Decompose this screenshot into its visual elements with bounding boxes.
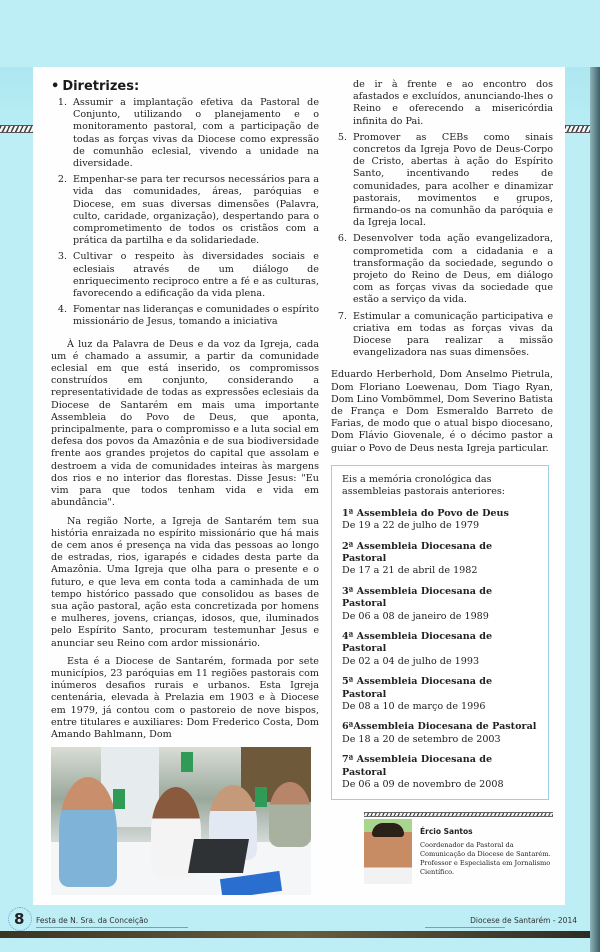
directive-text: Empenhar-se para ter recursos necessários para a vida das comunidades, áreas, paróquias e Diocese, em suas diversas dimensões (Palavra, culto, caridade, organização), despertando para o comprometimento de todos os cristãos com a prática da partilha e da solidariedade. <box>73 174 319 247</box>
directive-item <box>331 132 553 230</box>
publication-title: Festa de N. Sra. da Conceição <box>36 916 149 926</box>
body-continuation: Eduardo Herberhold, Dom Anselmo Pietrula, Dom Floriano Loewenau, Dom Tiago Ryan, Dom Lino Vombömmel, Dom Severino Batista de França e Dom Esmeraldo Barreto de Farias, de modo que o atual bispo diocesano, Dom Flávio Giovenale, é o décimo pastor a guiar o Povo de Deus nesta Igreja particular. <box>331 369 553 454</box>
photo-person <box>59 777 117 887</box>
author-name: Ércio Santos <box>420 827 473 837</box>
author-photo <box>364 819 412 884</box>
directive-text: Cultivar o respeito às diversidades sociais e eclesiais através de um diálogo de enriquecimento reciproco entre a fé e as culturas, favorecendo a edificação da vida plena. <box>73 251 319 300</box>
assembly-timeline-box <box>331 465 549 801</box>
timeline-entry <box>342 631 538 668</box>
timeline-entry-date: De 08 a 10 de março de 1996 <box>342 700 486 712</box>
timeline-entry-title: 5ª Assembleia Diocesana de Pastoral <box>342 676 493 700</box>
footer-diocese-year: Diocese de Santarém - 2014 <box>470 916 577 926</box>
author-info <box>420 819 553 884</box>
photo-laptop <box>188 839 249 873</box>
timeline-entry <box>342 508 538 533</box>
timeline-entry-title: 3ª Assembleia Diocesana de Pastoral <box>342 585 493 610</box>
bullet-icon: • <box>51 79 60 94</box>
timeline-entry-title: 2ª Assembleia Diocesana de Pastoral <box>342 540 493 564</box>
directive-text: Estimular a comunicação participativa e criativa em todas as forças vivas da Diocese para realizar a missão evangelizadora nas suas dimensões. <box>353 310 553 359</box>
footer-rule-right <box>425 927 505 928</box>
timeline-entry-date: De 06 a 08 de janeiro de 1989 <box>342 610 489 622</box>
directive-text: Fomentar nas lideranças e comunidades o espírito missionário de Jesus, tomando a iniciativa <box>73 304 319 328</box>
assembly-photo <box>51 747 311 895</box>
bottom-edge <box>0 931 600 938</box>
directive-continuation: de ir à frente e ao encontro dos afastados e excluídos, anunciando-lhes o Reino e oferecendo a misericórdia infinita do Pai. <box>353 79 553 127</box>
timeline-intro: Eis a memória cronológica das assembleias pastorais anteriores: <box>342 473 506 498</box>
directive-item <box>51 304 319 328</box>
voting-card <box>255 787 267 807</box>
directive-item <box>331 311 553 360</box>
directive-number: 1. <box>57 97 67 108</box>
rope-divider-small <box>364 812 553 817</box>
timeline-entry-date: De 06 a 09 de novembro de 2008 <box>342 779 504 791</box>
photo-person <box>269 782 311 847</box>
timeline-entry-date: De 02 a 04 de julho de 1993 <box>342 655 480 667</box>
directive-number: 4. <box>57 304 67 316</box>
left-column <box>51 79 319 895</box>
directive-number: 7. <box>337 310 347 322</box>
directives-heading-text: Diretrizes: <box>62 79 140 94</box>
page-body <box>33 67 565 905</box>
page-edge-shadow <box>590 67 600 952</box>
body-paragraph: Esta é a Diocese de Santarém, formada por sete municípios, 23 paróquias em 11 regiões pastorais com inúmeros desafios rurais e urbanos. Esta Igreja centenária, elevada à Prelazia em 1903 e à Diocese em 1979, já contou com o pastoreio de nove bispos, entre titulares e auxiliares: Dom Frederico Costa, Dom Amando Bahlmann, Dom <box>51 655 319 740</box>
directives-list-continued <box>331 132 553 360</box>
directive-number: 2. <box>57 174 67 186</box>
directives-list <box>51 97 319 329</box>
timeline-entry-title: 4ª Assembleia Diocesana de Pastoral <box>342 630 493 655</box>
directive-text: Assumir a implantação efetiva da Pastoral de Conjunto, utilizando o planejamento e o monitoramento pastoral, com a participação de todas as forças vivas da Diocese como expressão de comunhão eclesial, vivendo a unidade na diversidade. <box>73 97 319 170</box>
timeline-entry-title: 7ª Assembleia Diocesana de Pastoral <box>342 754 493 778</box>
directive-text: Promover as CEBs como sinais concretos da Igreja Povo de Deus-Corpo de Cristo, abertas à ação do Espírito Santo, incentivando redes de comunidades, para acolher e dinamizar pastorais, movimentos e grupos, firmando-os na comunhão da paróquia e da Igreja local. <box>353 131 553 229</box>
timeline-entry <box>342 586 538 623</box>
directive-item <box>331 233 553 306</box>
voting-card <box>113 789 125 809</box>
directive-number: 3. <box>57 251 67 263</box>
directive-item <box>51 174 319 247</box>
directive-item <box>51 251 319 300</box>
directive-number: 5. <box>337 131 347 143</box>
author-bio: Coordenador da Pastoral da Comunicação da Diocese de Santarém. Professor e Especialista em Jornalismo Científico. <box>420 841 551 877</box>
body-paragraph: Na região Norte, a Igreja de Santarém tem sua história enraizada no espírito missionário que há mais de cem anos é presença na vida das pessoas ao longo de estradas, rios, igarapés e cidades desta parte da Amazônia. Uma Igreja que olha para o presente e o futuro, e que leva em conta toda a caminhada de um tempo histórico passado que consolidou as bases de sua ação pastoral, ação esta concretizada por homens e mulheres, jovens, crianças, idosos, que, iluminados pelo Espírito Santo, procuram testemunhar Jesus e anunciar seu Reino com ardor missionário. <box>51 515 319 649</box>
timeline-entry <box>342 721 538 746</box>
page-footer <box>0 909 600 931</box>
timeline-entry-title: 6ªAssembleia Diocesana de Pastoral <box>342 721 537 733</box>
footer-rule-left <box>36 927 188 928</box>
timeline-entry <box>342 676 538 713</box>
timeline-entry <box>342 754 538 791</box>
directives-heading <box>51 79 319 94</box>
body-paragraph: À luz da Palavra de Deus e da voz da Igreja, cada um é chamado a assumir, a partir da comunidade eclesial em que está inserido, os compromissos construídos em conjunto, considerando a representatividade de todas as expressões eclesiais da Diocese de Santarém em mais uma importante Assembleia do Povo de Deus, que aponta, principalmente, para o compromisso e a luta social em defesa dos povos da Amazônia e de sua biodiversidade frente aos grandes projetos do capital que assolam e destroem a vida de comunidades inteiras às margens dos rios e no interior das florestas. Disse Jesus: "Eu vim para que todos tenham vida e vida em abundância". <box>51 338 319 509</box>
timeline-entry <box>342 541 538 578</box>
body-left-column <box>51 339 319 742</box>
right-column <box>331 79 553 895</box>
timeline-entry-title: 1ª Assembleia do Povo de Deus <box>342 507 509 519</box>
timeline-entry-date: De 19 a 22 de julho de 1979 <box>342 520 480 532</box>
author-row <box>364 819 553 884</box>
directive-text: Desenvolver toda ação evangelizadora, comprometida com a cidadania e a transformação da sociedade, segundo o projeto do Reino de Deus, em diálogo com as forças vivas da sociedade que estão a serviço da vida. <box>353 233 553 306</box>
timeline-entry-date: De 17 a 21 de abril de 1982 <box>342 565 478 577</box>
timeline-entry-date: De 18 a 20 de setembro de 2003 <box>342 733 501 745</box>
voting-card <box>181 752 193 772</box>
page-number: 8 <box>14 910 25 929</box>
directive-item <box>51 97 319 170</box>
author-photo-hair <box>372 823 404 837</box>
author-card <box>364 812 553 884</box>
directive-number: 6. <box>337 233 347 245</box>
